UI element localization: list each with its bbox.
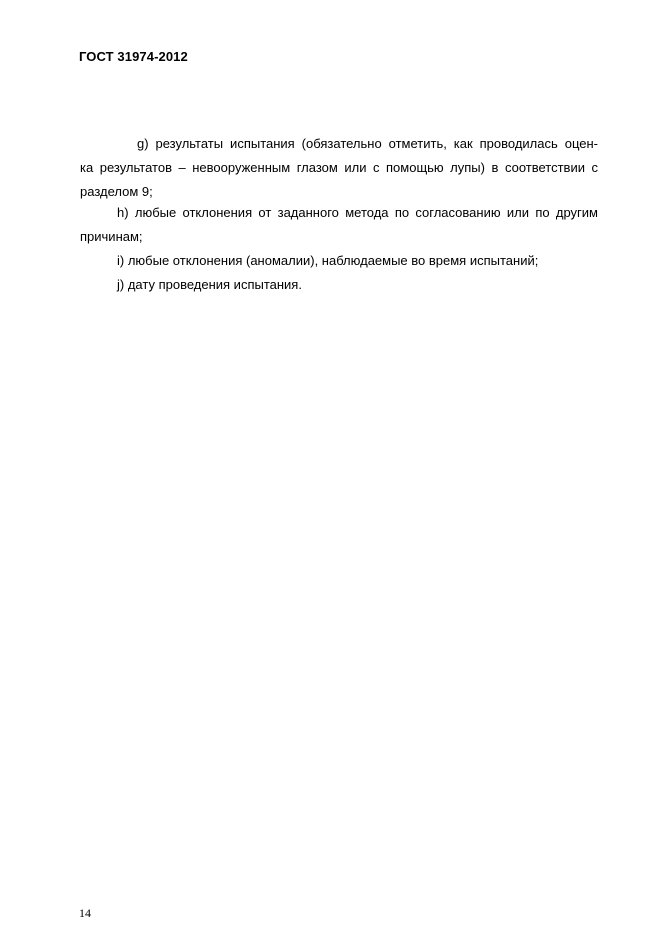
list-item-h-line-1: h) любые отклонения от заданного метода по согласованию или по другим [117, 205, 598, 220]
list-item-g-line-3: разделом 9; [80, 184, 153, 199]
list-item-h [80, 201, 598, 249]
list-item-g [80, 132, 598, 204]
list-item-g-line-1: g) результаты испытания (обязательно отметить, как проводилась оцен- [137, 136, 598, 151]
list-item-j-line-1: j) дату проведения испытания. [117, 277, 302, 292]
list-item-g-line-2: ка результатов – невооруженным глазом или с помощью лупы) в соответствии с [80, 160, 598, 175]
list-item-i-line-1: i) любые отклонения (аномалии), наблюдаемые во время испытаний; [117, 253, 539, 268]
list-item-i [80, 249, 598, 273]
list-item-h-line-2: причинам; [80, 229, 143, 244]
list-item-j [80, 273, 598, 297]
document-header: ГОСТ 31974-2012 [79, 49, 188, 64]
page-number: 14 [79, 906, 91, 920]
